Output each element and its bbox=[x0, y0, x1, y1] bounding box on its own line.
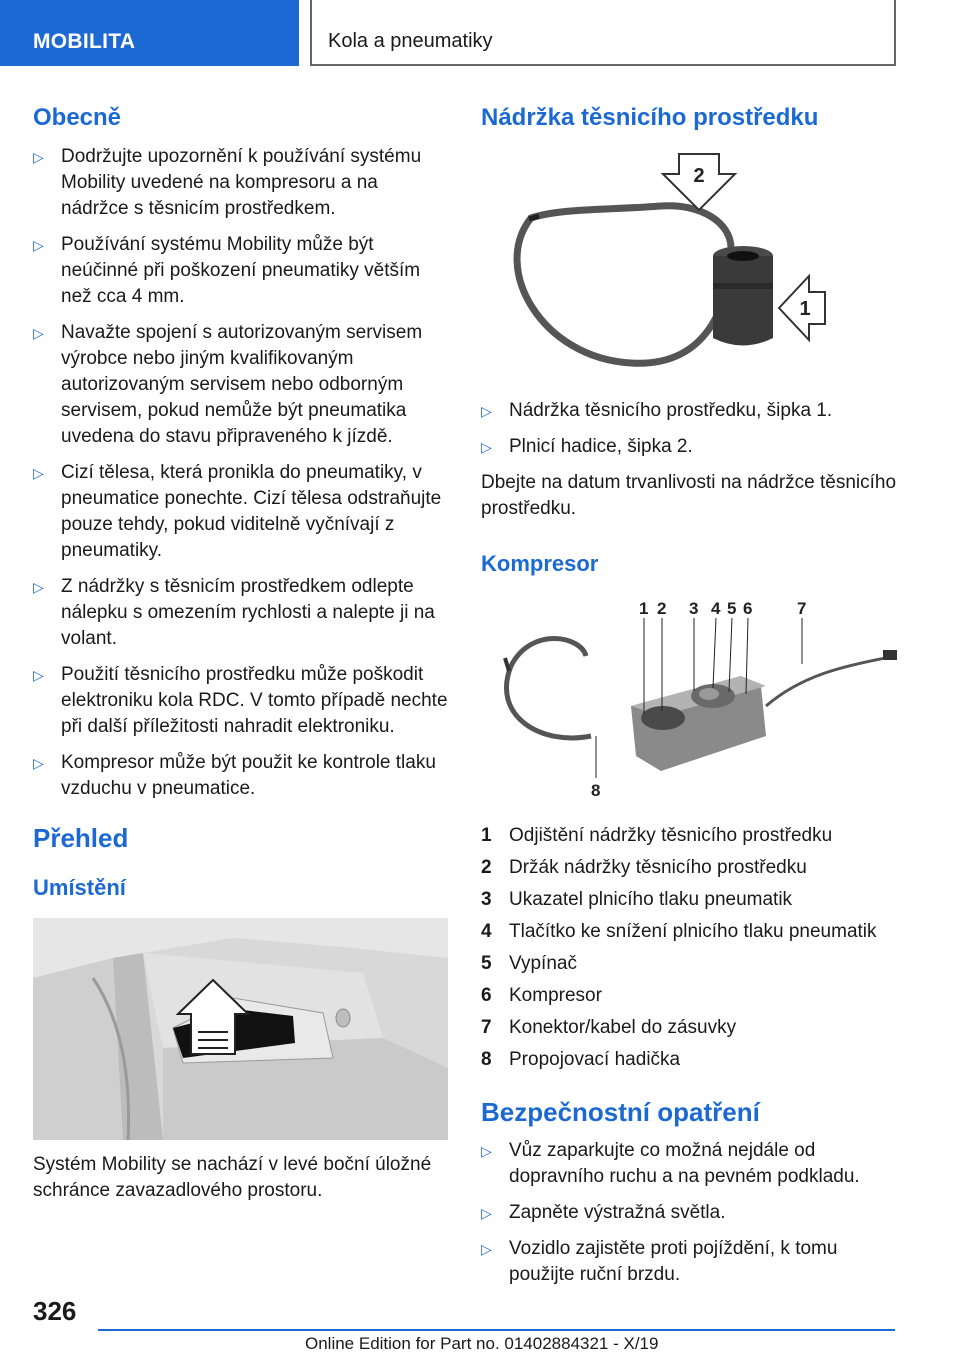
triangle-bullet-icon: ▷ bbox=[33, 465, 44, 481]
figure-label-1: 1 bbox=[639, 599, 649, 618]
compressor-parts-list bbox=[481, 820, 899, 1076]
heading-overview: Přehled bbox=[33, 823, 129, 853]
triangle-bullet-icon: ▷ bbox=[33, 325, 44, 341]
chapter-title: Kola a pneumatiky bbox=[310, 0, 896, 66]
section-tab: MOBILITA bbox=[0, 0, 299, 66]
list-item: 6 Kompresor bbox=[481, 985, 602, 1006]
figure-label-2: 2 bbox=[693, 165, 705, 187]
list-item: 7 Konektor/kabel do zásuvky bbox=[481, 1017, 737, 1038]
general-list bbox=[33, 144, 448, 802]
trunk-location-figure bbox=[33, 918, 448, 1140]
heading-general: Obecně bbox=[33, 104, 122, 131]
list-item: 8 Propojovací hadička bbox=[481, 1049, 681, 1070]
triangle-bullet-icon: ▷ bbox=[33, 755, 44, 771]
list-item: ▷ Nádržka těsnicího prostředku, šipka 1. bbox=[481, 398, 899, 424]
triangle-bullet-icon: ▷ bbox=[481, 1241, 492, 1257]
sealant-container-figure bbox=[481, 148, 899, 378]
list-item: ▷ Zapněte výstražná světla. bbox=[481, 1200, 899, 1226]
triangle-bullet-icon: ▷ bbox=[481, 1205, 492, 1221]
edition-text: Online Edition for Part no. 01402884321 - X/19 bbox=[305, 1334, 659, 1353]
page-number: 326 bbox=[33, 1296, 77, 1326]
heading-safety: Bezpečnostní opatření bbox=[481, 1097, 760, 1127]
list-item: 3 Ukazatel plnicího tlaku pneumatik bbox=[481, 889, 793, 910]
list-item: ▷ Používání systému Mobility může být neúčinné při poškození pneumatiky větším než cca 4 mm. bbox=[33, 234, 421, 307]
list-item: ▷ Plnicí hadice, šipka 2. bbox=[481, 434, 899, 460]
heading-sealant-container: Nádržka těsnicího prostředku bbox=[481, 104, 819, 131]
right-column bbox=[481, 96, 899, 1298]
list-item: ▷ Vůz zaparkujte co možná nejdále od dopravního ruchu a na pevném podkladu. bbox=[481, 1140, 860, 1187]
list-item: ▷ Dodržujte upozornění k používání systému Mobility uvedené na kompresoru a na nádržce s těsnicím prostředkem. bbox=[33, 146, 422, 219]
safety-list bbox=[481, 1138, 899, 1288]
triangle-bullet-icon: ▷ bbox=[481, 1143, 492, 1159]
heading-location: Umístění bbox=[33, 875, 126, 900]
figure-label-4: 4 bbox=[711, 599, 721, 618]
figure-label-8: 8 bbox=[591, 781, 601, 800]
list-item: ▷ Vozidlo zajistěte proti pojíždění, k tomu použijte ruční brzdu. bbox=[481, 1238, 838, 1285]
list-item: ▷ Kompresor může být použit ke kontrole tlaku vzduchu v pneumatice. bbox=[33, 752, 436, 799]
container-note: Dbejte na datum trvanlivosti na nádržce těsnicího prostředku. bbox=[481, 472, 897, 519]
footer-divider bbox=[98, 1329, 895, 1331]
figure-label-3: 3 bbox=[689, 599, 699, 618]
triangle-bullet-icon: ▷ bbox=[481, 439, 492, 455]
list-item: ▷ Použití těsnicího prostředku může poškodit elektroniku kola RDC. V tomto případě nechte při další příležitosti nahradit elektroniku. bbox=[33, 664, 448, 737]
triangle-bullet-icon: ▷ bbox=[33, 579, 44, 595]
list-item: ▷ Cizí tělesa, která pronikla do pneumatiky, v pneumatice ponechte. Cizí tělesa odstraňujte pouze tehdy, pokud viditelně vyčnívají z pneumatiky. bbox=[33, 462, 442, 561]
figure-label-6: 6 bbox=[743, 599, 753, 618]
list-item: 2 Držák nádržky těsnicího prostředku bbox=[481, 857, 807, 878]
figure-label-1: 1 bbox=[799, 298, 811, 320]
figure-label-7: 7 bbox=[797, 599, 807, 618]
figure-label-5: 5 bbox=[727, 599, 737, 618]
list-item: 4 Tlačítko ke snížení plnicího tlaku pneumatik bbox=[481, 921, 877, 942]
figure-label-2: 2 bbox=[657, 599, 667, 618]
list-item: 5 Vypínač bbox=[481, 953, 577, 974]
list-item: 1 Odjištění nádržky těsnicího prostředku bbox=[481, 825, 833, 846]
triangle-bullet-icon: ▷ bbox=[481, 403, 492, 419]
list-item: ▷ Navažte spojení s autorizovaným servisem výrobce nebo jiným kvalifikovaným autorizovaným servisem nebo odborným servisem, pokud nemůže být pneumatika uvedena do stavu připraveného k jízdě. bbox=[33, 322, 423, 447]
list-item: ▷ Z nádržky s těsnicím prostředkem odlepte nálepku s omezením rychlosti a nalepte ji na volant. bbox=[33, 576, 435, 649]
page-header bbox=[0, 0, 960, 66]
triangle-bullet-icon: ▷ bbox=[33, 667, 44, 683]
triangle-bullet-icon: ▷ bbox=[33, 237, 44, 253]
triangle-bullet-icon: ▷ bbox=[33, 149, 44, 165]
container-list bbox=[481, 398, 899, 460]
heading-compressor: Kompresor bbox=[481, 551, 599, 576]
location-caption: Systém Mobility se nachází v levé boční úložné schránce zavazadlového prostoru. bbox=[33, 1154, 432, 1201]
left-column bbox=[33, 96, 448, 1204]
compressor-figure bbox=[481, 596, 899, 806]
